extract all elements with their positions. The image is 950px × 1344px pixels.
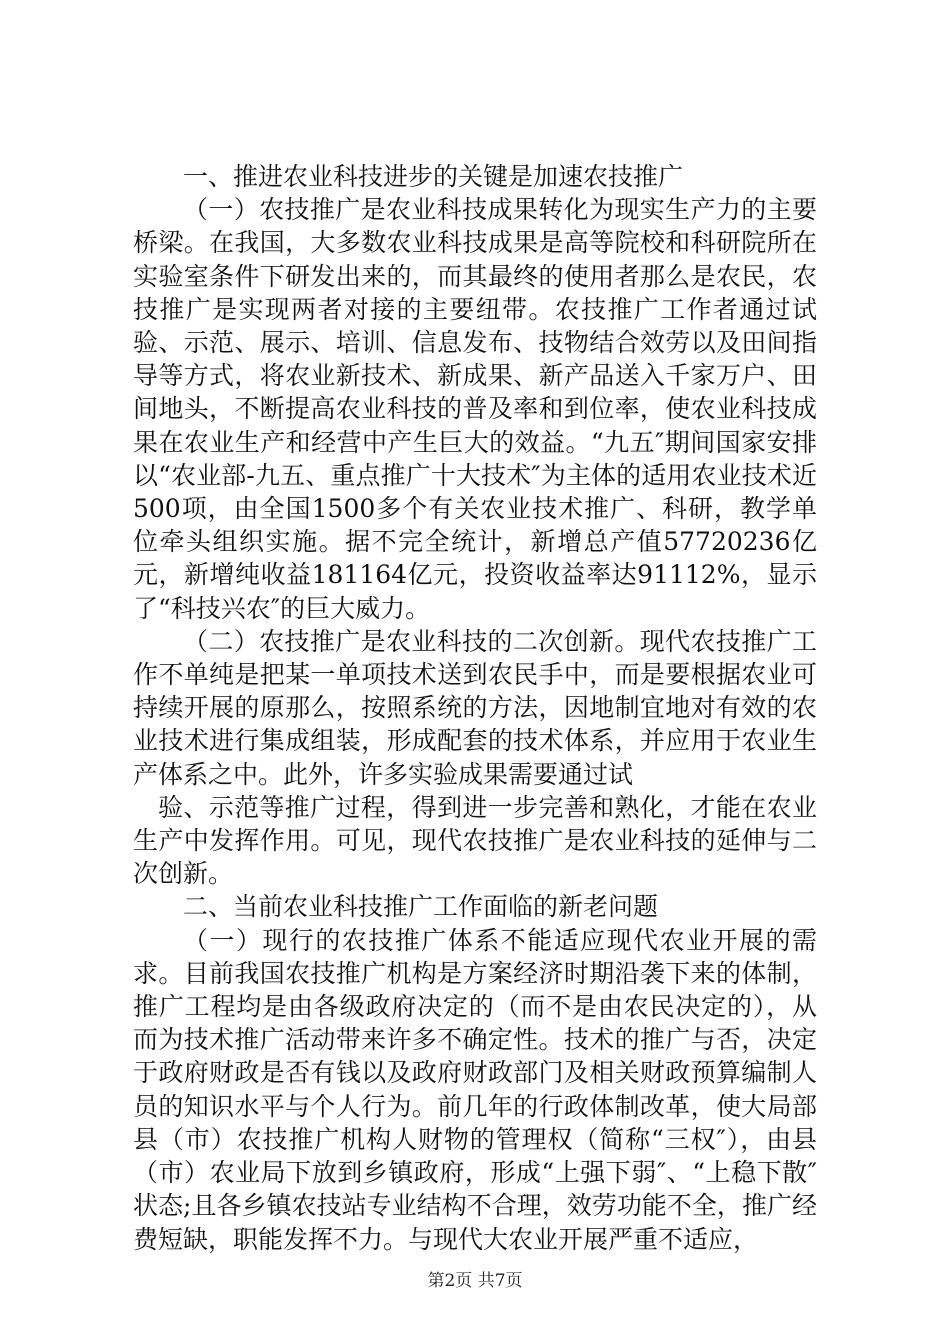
paragraph-4: （一）现行的农技推广体系不能适应现代农业开展的需求。目前我国农技推广机构是方案经济时期沿袭下来的体制，推广工程均是由各级政府决定的（而不是由农民决定的），从而为技术推广活动带来许多不确定性。技术的推广与否，决定于政府财政是否有钱以及政府财政部门及相关财政预算编制人员的知识水平与个人行为。前几年的行政体制改革，使大局部县（市）农技推广机构人财物的管理权（简称“三权″），由县（市）农业局下放到乡镇政府，形成“上强下弱″、“上稳下散″状态;且各乡镇农技站专业结构不合理，效劳功能不全，推广经费短缺，职能发挥不力。与现代大农业开展严重不适应， [133, 925, 817, 1254]
page-footer: 第2页 共7页 [427, 1271, 523, 1291]
paragraph-3: 验、示范等推广过程，得到进一步完善和熟化，才能在农业生产中发挥作用。可见，现代农技推广是农业科技的延伸与二次创新。 [133, 792, 817, 889]
section-heading-1: 一、推进农业科技进步的关键是加速农技推广 [183, 162, 684, 191]
section-heading-2: 二、当前农业科技推广工作面临的新老问题 [183, 892, 659, 922]
paragraph-2: （二）农技推广是农业科技的二次创新。现代农技推广工作不单纯是把某一单项技术送到农民手中，而是要根据农业可持续开展的原那么，按照系统的方法，因地制宜地对有效的农业技术进行集成组装，形成配套的技术体系，并应用于农业生产体系之中。此外，许多实验成果需要通过试 [133, 626, 817, 789]
document-body [133, 160, 817, 1256]
paragraph-1: （一）农技推广是农业科技成果转化为现实生产力的主要桥梁。在我国，大多数农业科技成果是高等院校和科研院所在实验室条件下研发出来的，而其最终的使用者那么是农民，农技推广是实现两者对接的主要纽带。农技推广工作者通过试验、示范、展示、培训、信息发布、技物结合效劳以及田间指导等方式，将农业新技术、新成果、新产品送入千家万户、田间地头，不断提高农业科技的普及率和到位率，使农业科技成果在农业生产和经营中产生巨大的效益。“九五″期间国家安排以“农业部-九五、重点推广十大技术″为主体的适用农业技术近500项，由全国1500多个有关农业技术推广、科研，教学单位牵头组织实施。据不完全统计，新增总产值57720236亿元，新增纯收益181164亿元，投资收益率达91112%，显示了“科技兴农″的巨大威力。 [133, 195, 817, 623]
